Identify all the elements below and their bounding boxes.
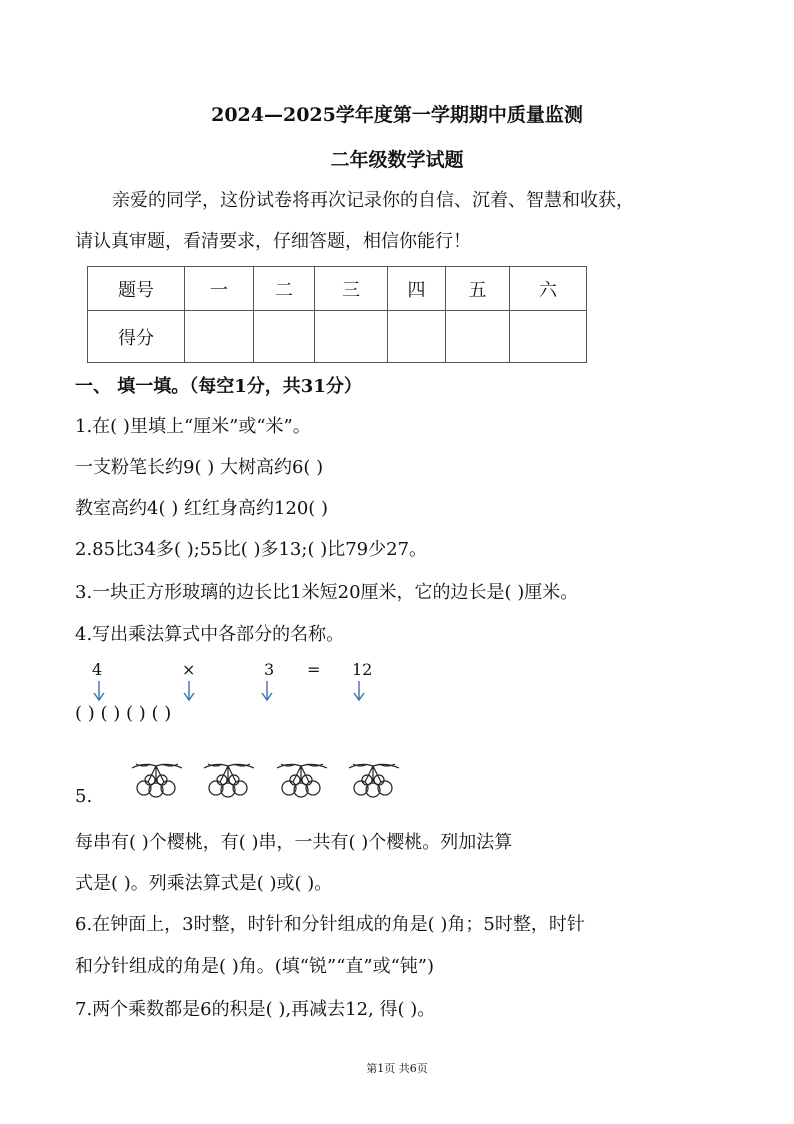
score-cell-2: 二 (254, 267, 315, 311)
question-1b: 教室高约4( ) 红红身高约120( ) (75, 498, 329, 519)
cherry-bunch-icon (273, 760, 331, 802)
cherry-bunch-icon (200, 760, 258, 802)
question-5-number: 5. (75, 786, 93, 807)
question-2: 2.85比34多( );55比( )多13;( )比79少27。 (75, 539, 428, 560)
arrow-down-icon (182, 680, 196, 702)
question-6b: 和分针组成的角是( )角。(填“锐”“直”或“钝”) (75, 956, 435, 977)
score-cell-1: 一 (185, 267, 254, 311)
exam-subtitle: 二年级数学试题 (330, 149, 464, 171)
score-table (87, 266, 587, 363)
score-input-1[interactable] (185, 311, 254, 363)
score-cell-6: 六 (510, 267, 587, 311)
product: 12 (352, 660, 373, 679)
question-6a: 6.在钟面上，3时整，时针和分针组成的角是( )角；5时整，时针 (75, 914, 585, 935)
score-row-label: 得分 (88, 311, 185, 363)
arrow-down-icon (92, 680, 106, 702)
question-5a: 每串有( )个樱桃，有( )串，一共有( )个樱桃。列加法算 (75, 832, 513, 853)
page-footer: 第1页 共6页 (366, 1062, 428, 1075)
exam-title: 2024—2025学年度第一学期期中质量监测 (211, 104, 583, 126)
factor-1: 4 (92, 660, 103, 679)
arrow-down-icon (352, 680, 366, 702)
question-3: 3.一块正方形玻璃的边长比1米短20厘米，它的边长是( )厘米。 (75, 582, 579, 603)
score-input-6[interactable] (510, 311, 587, 363)
intro-line-1: 亲爱的同学，这份试卷将再次记录你的自信、沉着、智慧和收获， (112, 190, 634, 211)
question-1a: 一支粉笔长约9( ) 大树高约6( ) (75, 457, 324, 478)
cherry-bunch-icon (128, 760, 186, 802)
question-5b: 式是( )。列乘法算式是( )或( )。 (75, 873, 333, 894)
times-sign: × (182, 660, 196, 679)
score-table-score-row (88, 311, 587, 363)
intro-line-2: 请认真审题，看清要求，仔细答题，相信你能行！ (75, 231, 471, 252)
section-1-heading: 一、 填一填。（每空1分，共31分） (75, 376, 362, 397)
score-input-5[interactable] (446, 311, 510, 363)
score-cell-label: 题号 (88, 267, 185, 311)
cherry-bunch-icon (345, 760, 403, 802)
question-4-blanks: ( ) ( ) ( ) ( ) (75, 703, 172, 724)
equals-sign: = (307, 660, 321, 679)
score-input-2[interactable] (254, 311, 315, 363)
score-table-header-row (88, 267, 587, 311)
score-cell-4: 四 (388, 267, 446, 311)
score-input-4[interactable] (388, 311, 446, 363)
score-input-3[interactable] (315, 311, 388, 363)
question-7: 7.两个乘数都是6的积是( ),再减去12, 得( )。 (75, 999, 436, 1020)
score-cell-3: 三 (315, 267, 388, 311)
score-cell-5: 五 (446, 267, 510, 311)
factor-2: 3 (264, 660, 275, 679)
arrow-down-icon (260, 680, 274, 702)
question-4: 4.写出乘法算式中各部分的名称。 (75, 624, 345, 645)
question-1: 1.在( )里填上“厘米”或“米”。 (75, 416, 311, 437)
